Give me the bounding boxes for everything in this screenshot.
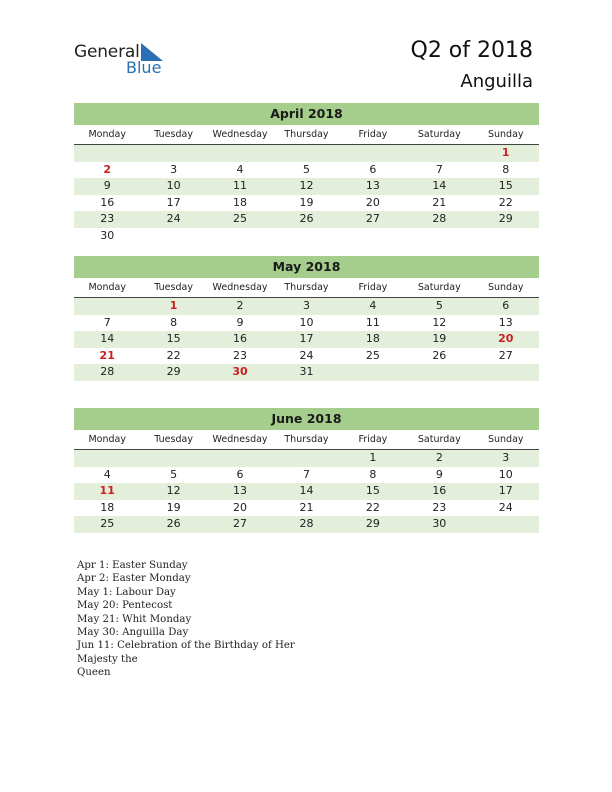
day-cell: 9 bbox=[103, 179, 111, 193]
empty-day-cell bbox=[473, 228, 539, 245]
empty-day-cell bbox=[473, 516, 539, 533]
week-row bbox=[74, 298, 539, 315]
empty-day-cell bbox=[273, 228, 339, 245]
month-calendar-june bbox=[74, 408, 539, 533]
holiday-note: May 21: Whit Monday bbox=[77, 613, 192, 625]
weekday-label: Wednesday bbox=[212, 282, 268, 293]
empty-day-cell bbox=[74, 298, 140, 315]
weekday-label: Saturday bbox=[417, 129, 461, 140]
day-cell: 2 bbox=[435, 451, 443, 464]
day-cell: 17 bbox=[299, 332, 314, 346]
day-cell: 21 bbox=[299, 500, 314, 514]
week-row bbox=[74, 483, 539, 500]
weekday-label: Thursday bbox=[284, 129, 329, 140]
logo bbox=[74, 42, 174, 82]
day-cell: 6 bbox=[369, 162, 377, 176]
week-row bbox=[74, 211, 539, 228]
day-cell: 13 bbox=[498, 315, 513, 329]
day-cell: 6 bbox=[236, 467, 244, 481]
weekday-label: Friday bbox=[358, 129, 388, 140]
weekday-label: Tuesday bbox=[154, 129, 193, 140]
empty-day-cell bbox=[140, 145, 206, 162]
day-cell: 26 bbox=[432, 348, 447, 362]
weekday-label: Tuesday bbox=[154, 282, 193, 293]
weekday-label: Tuesday bbox=[154, 434, 193, 445]
day-cell: 14 bbox=[299, 484, 314, 498]
day-cell: 20 bbox=[233, 500, 248, 514]
empty-day-cell bbox=[140, 450, 206, 467]
day-cell: 9 bbox=[236, 315, 244, 329]
holiday-note: May 20: Pentecost bbox=[77, 600, 173, 612]
day-cell: 21 bbox=[99, 348, 115, 362]
holiday-note: Apr 2: Easter Monday bbox=[77, 573, 191, 585]
empty-day-cell bbox=[207, 145, 273, 162]
day-cell: 31 bbox=[299, 365, 314, 379]
week-row bbox=[74, 500, 539, 517]
weekday-label: Thursday bbox=[284, 282, 329, 293]
weekday-label: Saturday bbox=[417, 282, 461, 293]
day-cell: 10 bbox=[498, 467, 513, 481]
day-cell: 16 bbox=[432, 484, 447, 498]
week-row bbox=[74, 450, 539, 467]
empty-day-cell bbox=[74, 145, 140, 162]
holiday-note: Jun 11: Celebration of the Birthday of Her Majesty the bbox=[77, 640, 295, 665]
holiday-note: Queen bbox=[77, 667, 111, 679]
day-cell: 10 bbox=[299, 315, 314, 329]
day-cell: 5 bbox=[435, 299, 443, 312]
day-cell: 22 bbox=[498, 195, 513, 209]
holiday-note: Apr 1: Easter Sunday bbox=[77, 560, 188, 571]
day-cell: 12 bbox=[299, 179, 314, 193]
day-cell: 28 bbox=[299, 517, 314, 531]
day-cell: 25 bbox=[365, 348, 380, 362]
page-title: Q2 of 2018 bbox=[410, 38, 533, 63]
day-cell: 24 bbox=[299, 348, 314, 362]
day-cell: 11 bbox=[99, 484, 115, 498]
day-cell: 6 bbox=[502, 299, 510, 312]
weekday-label: Friday bbox=[358, 282, 388, 293]
day-cell: 18 bbox=[365, 332, 380, 346]
day-cell: 13 bbox=[365, 179, 380, 193]
day-cell: 7 bbox=[103, 315, 111, 329]
day-cell: 2 bbox=[236, 299, 244, 312]
day-cell: 26 bbox=[166, 517, 181, 531]
day-cell: 29 bbox=[166, 365, 181, 379]
week-row bbox=[74, 162, 539, 179]
week-row bbox=[74, 467, 539, 484]
weekday-label: Monday bbox=[88, 434, 126, 445]
day-cell: 21 bbox=[432, 195, 447, 209]
day-cell: 24 bbox=[166, 212, 181, 226]
day-cell: 28 bbox=[432, 212, 447, 226]
day-cell: 23 bbox=[233, 348, 248, 362]
empty-day-cell bbox=[207, 228, 273, 245]
day-cell: 29 bbox=[498, 212, 513, 226]
month-calendar-may bbox=[74, 256, 539, 381]
day-cell: 3 bbox=[302, 299, 310, 312]
day-cell: 14 bbox=[432, 179, 447, 193]
logo-blue-text: Blue bbox=[126, 58, 162, 77]
weekday-label: Friday bbox=[358, 434, 388, 445]
month-title: June 2018 bbox=[74, 408, 539, 430]
empty-day-cell bbox=[340, 228, 406, 245]
day-cell: 15 bbox=[498, 179, 513, 193]
day-cell: 8 bbox=[369, 467, 377, 481]
day-cell: 17 bbox=[166, 195, 181, 209]
weekday-label: Thursday bbox=[284, 434, 329, 445]
day-cell: 18 bbox=[100, 500, 115, 514]
day-cell: 3 bbox=[170, 162, 178, 176]
day-cell: 29 bbox=[365, 517, 380, 531]
week-row bbox=[74, 315, 539, 332]
empty-day-cell bbox=[406, 228, 472, 245]
day-cell: 28 bbox=[100, 365, 115, 379]
day-cell: 30 bbox=[232, 365, 248, 379]
empty-day-cell bbox=[207, 450, 273, 467]
day-cell: 30 bbox=[100, 228, 115, 242]
week-row bbox=[74, 228, 539, 245]
week-row bbox=[74, 516, 539, 533]
weekday-label: Wednesday bbox=[212, 129, 268, 140]
empty-day-cell bbox=[406, 145, 472, 162]
day-cell: 19 bbox=[299, 195, 314, 209]
day-cell: 23 bbox=[432, 500, 447, 514]
week-row bbox=[74, 145, 539, 162]
weekday-header-row bbox=[74, 278, 539, 298]
day-cell: 5 bbox=[170, 467, 178, 481]
empty-day-cell bbox=[340, 145, 406, 162]
day-cell: 26 bbox=[299, 212, 314, 226]
day-cell: 9 bbox=[435, 467, 443, 481]
day-cell: 15 bbox=[365, 484, 380, 498]
month-title: April 2018 bbox=[74, 103, 539, 125]
empty-day-cell bbox=[273, 450, 339, 467]
day-cell: 27 bbox=[498, 348, 513, 362]
day-cell: 4 bbox=[103, 467, 111, 481]
day-cell: 13 bbox=[233, 484, 248, 498]
page-subtitle: Anguilla bbox=[460, 71, 533, 92]
weekday-label: Monday bbox=[88, 129, 126, 140]
day-cell: 16 bbox=[100, 195, 115, 209]
empty-day-cell bbox=[273, 145, 339, 162]
day-cell: 7 bbox=[435, 162, 443, 176]
day-cell: 4 bbox=[369, 299, 377, 312]
day-cell: 19 bbox=[432, 332, 447, 346]
weekday-label: Sunday bbox=[487, 434, 524, 445]
day-cell: 20 bbox=[498, 332, 514, 346]
logo-general-text: General bbox=[74, 42, 140, 62]
day-cell: 16 bbox=[233, 332, 248, 346]
empty-day-cell bbox=[340, 364, 406, 381]
day-cell: 10 bbox=[166, 179, 181, 193]
empty-day-cell bbox=[406, 364, 472, 381]
day-cell: 27 bbox=[365, 212, 380, 226]
day-cell: 22 bbox=[365, 500, 380, 514]
day-cell: 22 bbox=[166, 348, 181, 362]
week-row bbox=[74, 178, 539, 195]
weekday-label: Sunday bbox=[487, 282, 524, 293]
weekday-label: Saturday bbox=[417, 434, 461, 445]
month-title: May 2018 bbox=[74, 256, 539, 278]
day-cell: 23 bbox=[100, 212, 115, 226]
empty-day-cell bbox=[473, 364, 539, 381]
day-cell: 12 bbox=[432, 315, 447, 329]
week-row bbox=[74, 195, 539, 212]
day-cell: 25 bbox=[233, 212, 248, 226]
day-cell: 7 bbox=[302, 467, 310, 481]
day-cell: 4 bbox=[236, 162, 244, 176]
holiday-note: May 30: Anguilla Day bbox=[77, 627, 189, 639]
month-calendar-april bbox=[74, 103, 539, 245]
week-row bbox=[74, 331, 539, 348]
day-cell: 17 bbox=[498, 484, 513, 498]
day-cell: 24 bbox=[498, 500, 513, 514]
weekday-header-row bbox=[74, 430, 539, 450]
day-cell: 3 bbox=[502, 451, 510, 464]
day-cell: 2 bbox=[103, 162, 112, 176]
day-cell: 11 bbox=[233, 179, 248, 193]
holiday-notes bbox=[77, 559, 337, 680]
day-cell: 11 bbox=[365, 315, 380, 329]
holiday-note: May 1: Labour Day bbox=[77, 586, 176, 598]
day-cell: 12 bbox=[166, 484, 181, 498]
day-cell: 8 bbox=[502, 162, 510, 176]
day-cell: 20 bbox=[365, 195, 380, 209]
empty-day-cell bbox=[74, 450, 140, 467]
empty-day-cell bbox=[140, 228, 206, 245]
day-cell: 15 bbox=[166, 332, 181, 346]
day-cell: 5 bbox=[302, 162, 310, 176]
day-cell: 14 bbox=[100, 332, 115, 346]
day-cell: 1 bbox=[169, 299, 178, 312]
day-cell: 27 bbox=[233, 517, 248, 531]
day-cell: 30 bbox=[432, 517, 447, 531]
day-cell: 1 bbox=[501, 146, 510, 159]
weekday-label: Sunday bbox=[487, 129, 524, 140]
weekday-header-row bbox=[74, 125, 539, 145]
day-cell: 18 bbox=[233, 195, 248, 209]
day-cell: 8 bbox=[170, 315, 178, 329]
day-cell: 25 bbox=[100, 517, 115, 531]
weekday-label: Wednesday bbox=[212, 434, 268, 445]
weekday-label: Monday bbox=[88, 282, 126, 293]
week-row bbox=[74, 364, 539, 381]
week-row bbox=[74, 348, 539, 365]
day-cell: 1 bbox=[369, 451, 377, 464]
day-cell: 19 bbox=[166, 500, 181, 514]
